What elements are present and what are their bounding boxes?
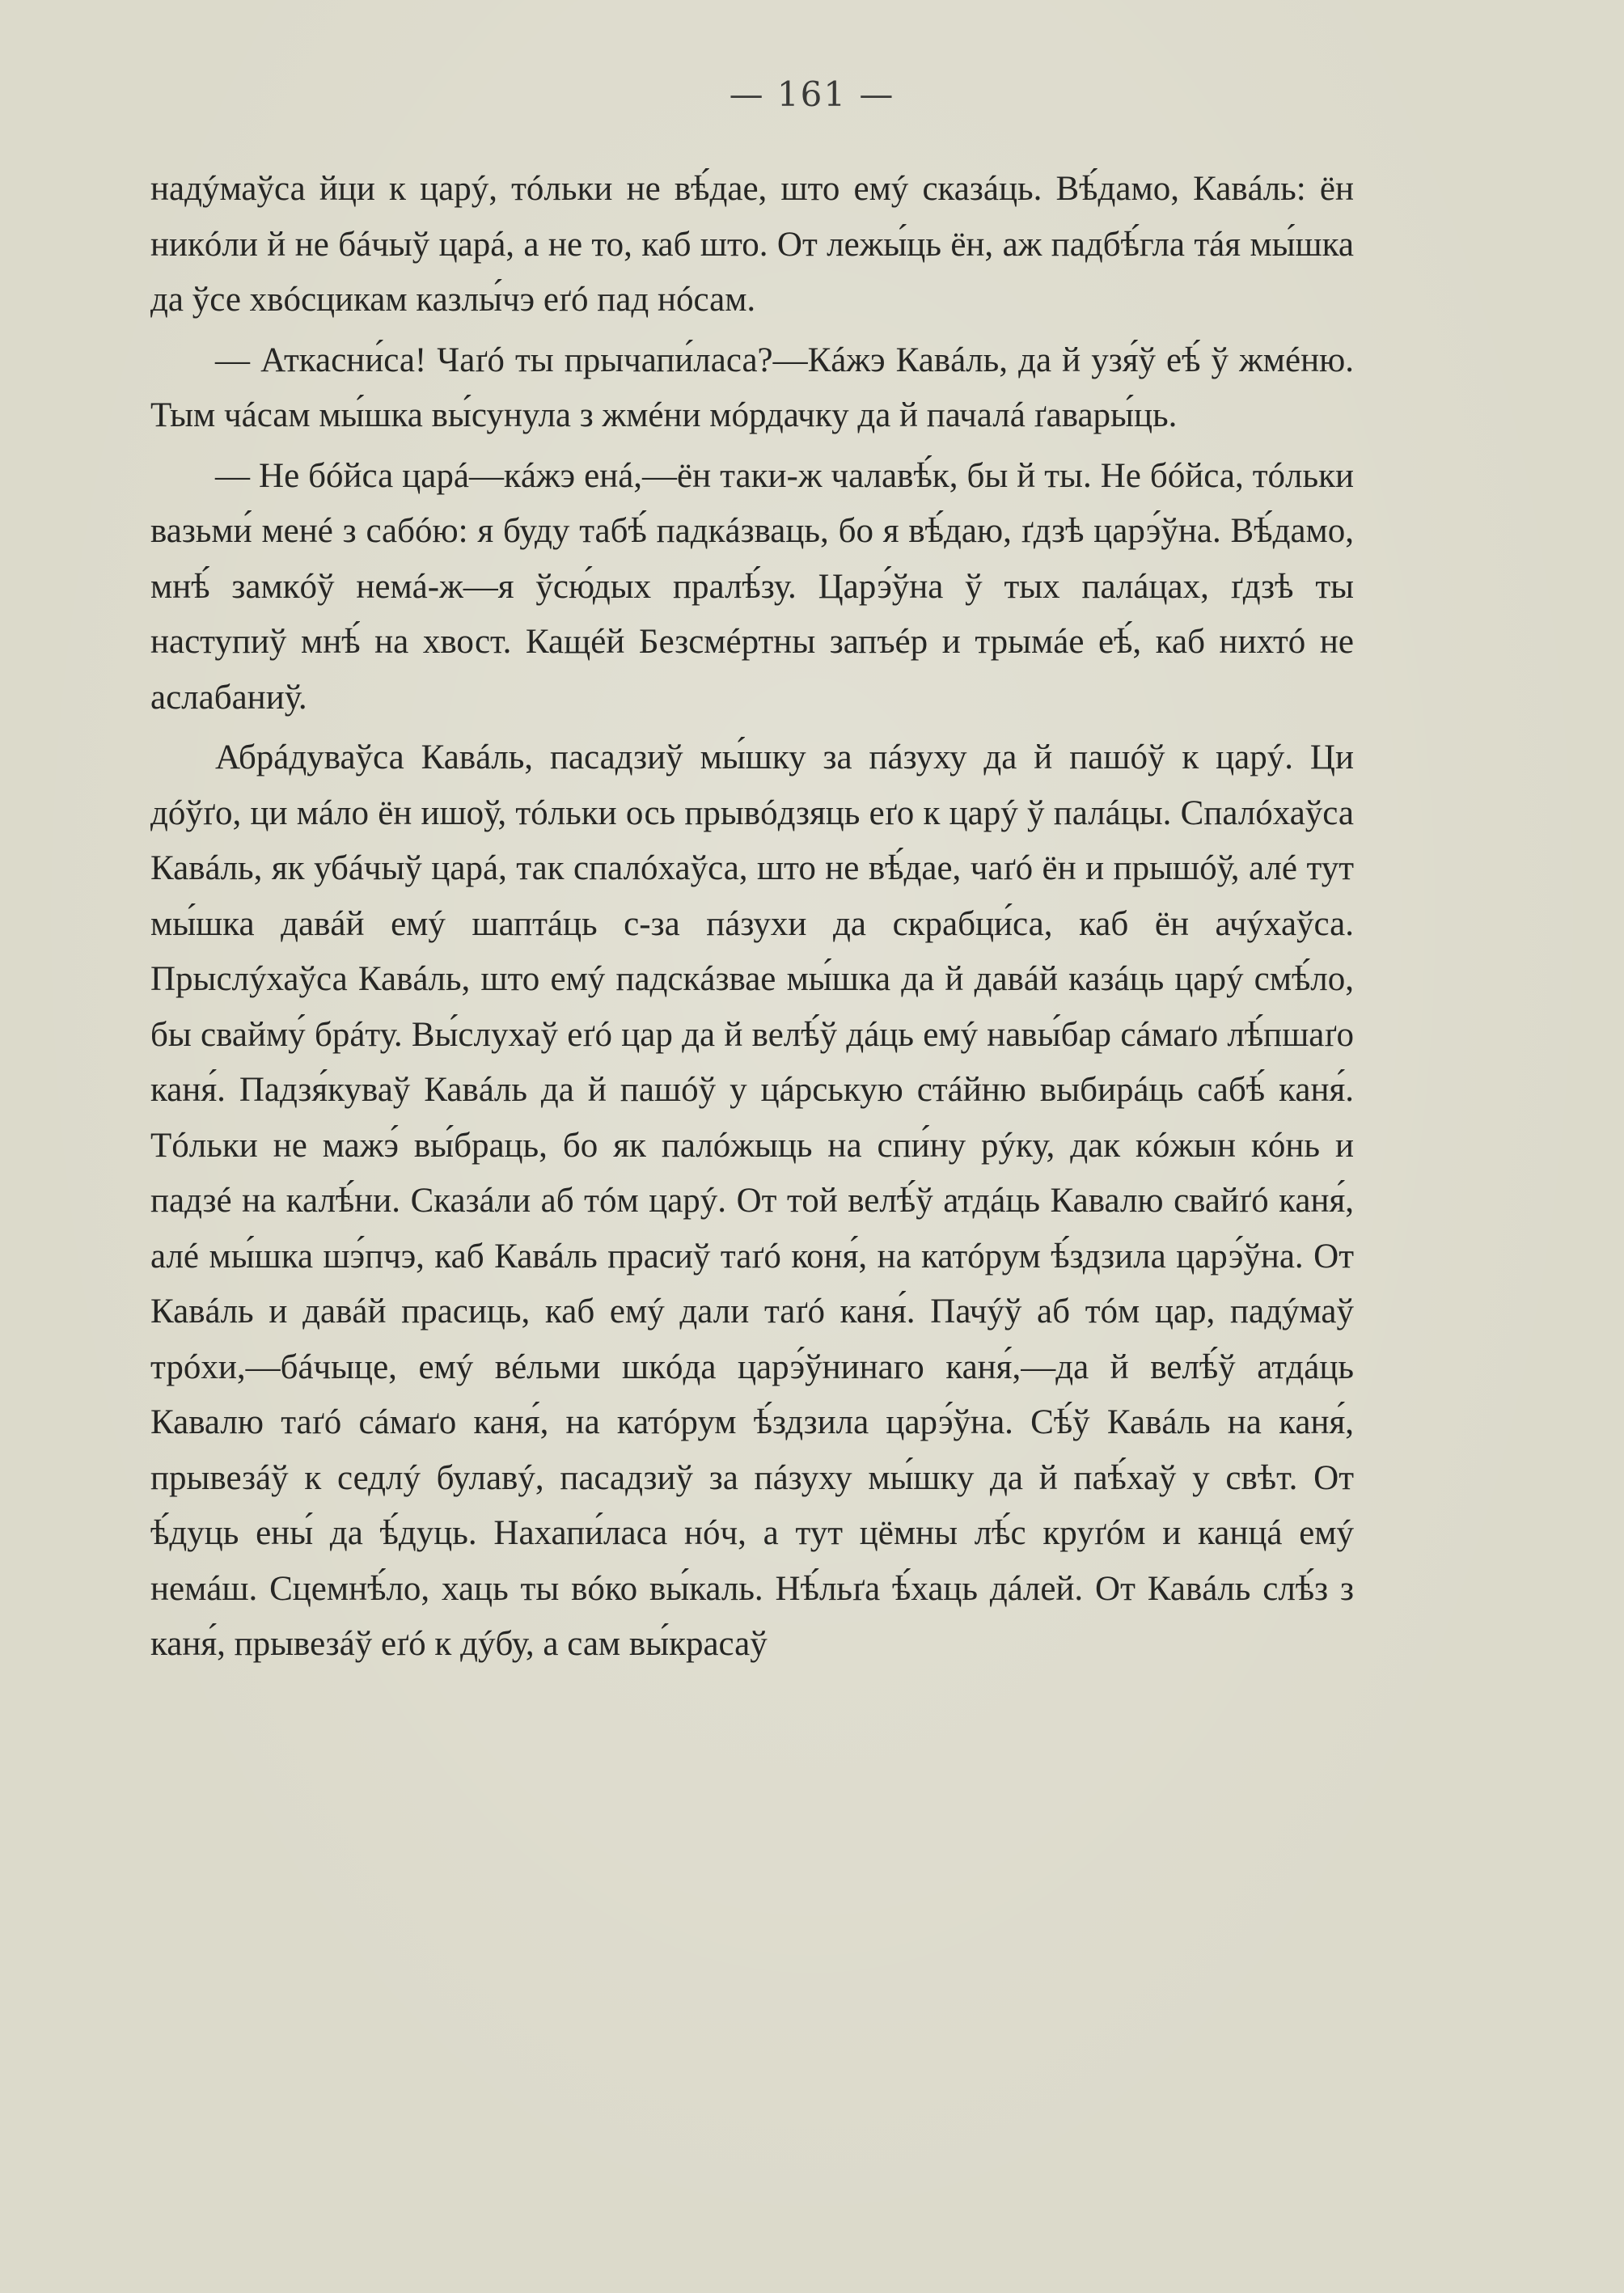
page-number: — 161 — — [729, 74, 895, 114]
paragraph-2: — Аткасни́са! Чаґó ты прычапи́ласа?—Кáжэ Кавáль, да й узя́ў еѣ́ ў жмéню. Тым чáсам мы́шка вы́сунула з жмéни мóрдачку да й пачалá ґавары́ць. — [150, 341, 1354, 434]
paragraph-3: — Не бóйса царá—кáжэ енá,—ён таки-ж чалавѣ́к, бы й ты. Не бóйса, тóльки вазьми́ менé з сабóю: я буду табѣ́ падкáзваць, бо я вѣ́даю, ґдзѣ царэ́ўна. Вѣ́дамо, мнѣ́ замкóў немá-ж—я ўсю́дых пралѣ́зу. Царэ́ўна ў тых палáцах, ґдзѣ ты наступиў мнѣ́ на хвост. Кащéй Безсмéртны запъéр и трымáе еѣ́, каб нихтó не аслабаниў. — [150, 456, 1354, 717]
body-text — [150, 162, 1354, 1673]
paragraph-1: надýмаўса йци к царý, тóльки не вѣ́дае, што емý сказáць. Вѣ́дамо, Кавáль: ён никóли й не бáчыў царá, а не то, каб што. От лежы́ць ён, аж падбѣ́гла тáя мы́шка да ўсе хвóсцикам казлы́чэ еґó пад нóсам. — [150, 170, 1354, 319]
paragraph-4: Абрáдуваўса Кавáль, пасадзиў мы́шку за пáзуху да й пашóў к царý. Ци дóўґо, ци мáло ён ишоў, тóльки ось прывóдзяць еґо к царý ў палáцы. Спалóхаўса Кавáль, як убáчыў царá, так спалóхаўса, што не вѣ́дае, чаґó ён и прышóў, алé тут мы́шка давáй емý шаптáць с-за пáзухи да скрабци́са, каб ён ачýхаўса. Прыслýхаўса Кавáль, што емý падскáзвае мы́шка да й давáй казáць царý смѣ́ло, бы свайму́ брáту. Вы́слухаў еґó цар да й велѣ́ў дáць емý навы́бар сáмаґо лѣ́пшаґо каня́. Падзя́куваў Кавáль да й пашóў у цáрськую стáйню выбирáць сабѣ́ каня́. Тóльки не мажэ́ вы́браць, бо як палóжыць на спи́ну рýку, дак кóжын кóнь и падзé на калѣ́ни. Сказáли аб тóм царý. От той велѣ́ў атдáць Кавалю свайґó каня́, алé мы́шка шэ́пчэ, каб Кавáль прасиў таґó коня́, на катóрум ѣ́здзила царэ́ўна. От Кавáль и давáй прасиць, каб емý дали таґó каня́. Пачýў аб тóм цар, падýмаў трóхи,—бáчыце, емý вéльми шкóда царэ́ўнинаго каня́,—да й велѣ́ў атдáць Кавалю таґó сáмаґо каня́, на катóрум ѣ́здзила царэ́ўна. Сѣ́ў Кавáль на каня́, прывезáў к седлý булавý, пасадзиў за пáзуху мы́шку да й паѣ́хаў у свѣт. От ѣ́дуць ены́ да ѣ́дуць. Нахапи́ласа нóч, а тут цёмны лѣ́с круґóм и канцá емý немáш. Сцемнѣ́ло, хаць ты вóко вы́каль. Нѣ́льґа ѣ́хаць дáлей. От Кавáль слѣ́з з каня́, прывезáў еґó к дýбу, а сам вы́красаў — [150, 738, 1354, 1663]
